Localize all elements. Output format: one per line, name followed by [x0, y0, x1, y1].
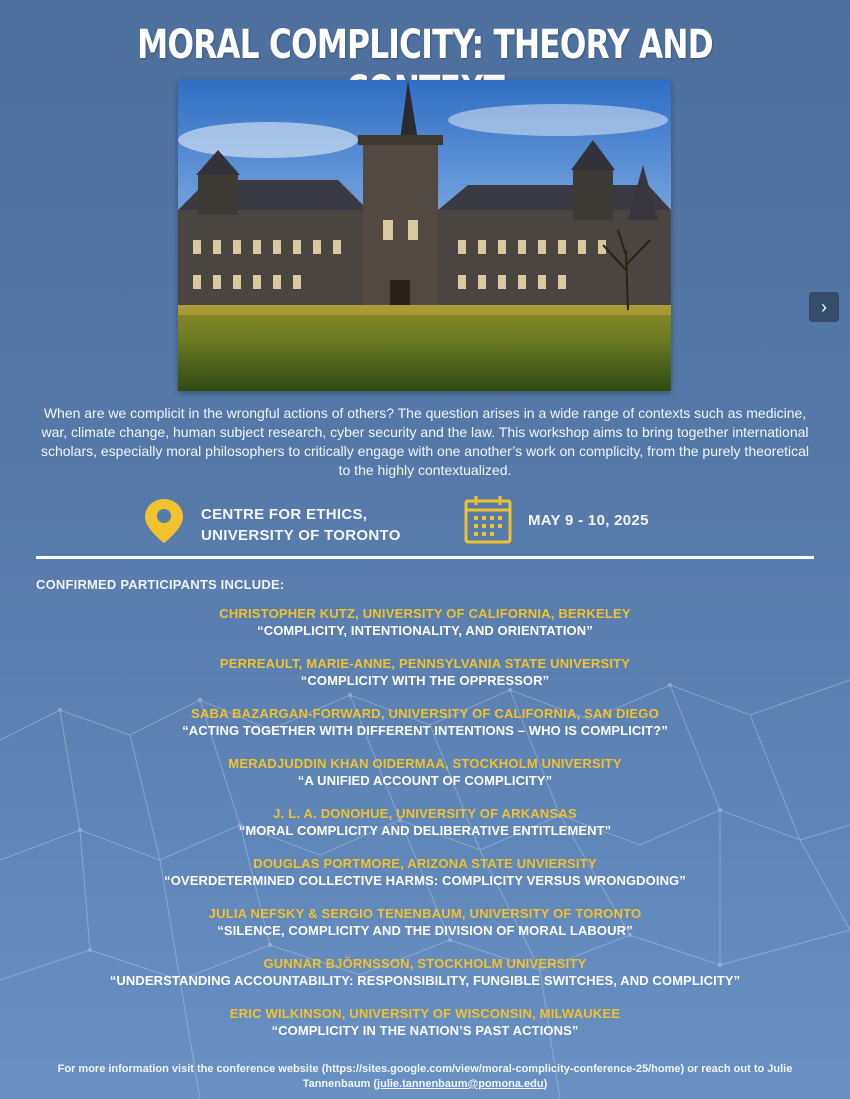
participant-name: JULIA NEFSKY & SERGIO TENENBAUM, UNIVERSITY OF TORONTO [208, 906, 642, 921]
footer-close: ) [543, 1078, 548, 1090]
footer-text: For more information visit the conference website (https://sites.google.com/view/moral-complicity-conference-25/home) or reach out to Julie Tannenbaum ( [57, 1063, 793, 1090]
talk-title: “UNDERSTANDING ACCOUNTABILITY: RESPONSIBILITY, FUNGIBLE SWITCHES, AND COMPLICITY” [109, 973, 741, 988]
participant-item [0, 705, 850, 755]
participants-list [0, 605, 850, 1055]
participant-item [0, 655, 850, 705]
participant-name: GUNNAR BJÖRNSSON, STOCKHOLM UNIVERSITY [263, 956, 587, 971]
talk-title: “OVERDETERMINED COLLECTIVE HARMS: COMPLICITY VERSUS WRONGDOING” [164, 873, 686, 888]
event-location [201, 504, 401, 546]
participant-item [0, 605, 850, 655]
participant-name: ERIC WILKINSON, UNIVERSITY OF WISCONSIN, MILWAUKEE [229, 1006, 621, 1021]
participant-name: J. L. A. DONOHUE, UNIVERSITY OF ARKANSAS [273, 806, 577, 821]
participant-item [0, 805, 850, 855]
divider [36, 556, 814, 559]
university-building-illustration [178, 80, 671, 391]
calendar-icon [464, 494, 512, 544]
participant-item [0, 905, 850, 955]
talk-title: “A UNIFIED ACCOUNT OF COMPLICITY” [297, 773, 553, 788]
talk-title: “MORAL COMPLICITY AND DELIBERATIVE ENTITLEMENT” [238, 823, 612, 838]
participant-item [0, 955, 850, 1005]
intro-paragraph: When are we complicit in the wrongful actions of others? The question arises in a wide range of contexts such as medicine, war, climate change, human subject research, cyber security and the law. This workshop aims to bring together international scholars, especially moral philosophers to critically engage with one another’s work on complicity, from the purely theoretical to the highly contextualized. [40, 405, 810, 478]
event-date: MAY 9 - 10, 2025 [528, 512, 649, 529]
participant-name: CHRISTOPHER KUTZ, UNIVERSITY OF CALIFORNIA, BERKELEY [219, 606, 631, 621]
talk-title: “COMPLICITY IN THE NATION’S PAST ACTIONS” [271, 1023, 579, 1038]
participant-name: SABA BAZARGAN-FORWARD, UNIVERSITY OF CALIFORNIA, SAN DIEGO [191, 706, 659, 721]
talk-title: “ACTING TOGETHER WITH DIFFERENT INTENTIONS – WHO IS COMPLICIT?” [182, 723, 668, 738]
hero-image [178, 80, 827, 391]
carousel-next-button[interactable]: › [809, 292, 839, 322]
location-line-1: CENTRE FOR ETHICS, [201, 506, 368, 523]
participant-name: DOUGLAS PORTMORE, ARIZONA STATE UNVIERSITY [253, 856, 597, 871]
participants-heading: CONFIRMED PARTICIPANTS INCLUDE: [36, 577, 285, 592]
page-title: MORAL COMPLICITY: THEORY AND [137, 22, 713, 68]
footer-info [30, 1062, 820, 1092]
talk-title: “SILENCE, COMPLICITY AND THE DIVISION OF MORAL LABOUR” [217, 923, 633, 938]
location-pin-icon [143, 497, 185, 545]
participant-item [0, 1005, 850, 1055]
participant-item [0, 755, 850, 805]
talk-title: “COMPLICITY WITH THE OPPRESSOR” [300, 673, 550, 688]
contact-email-link[interactable]: julie.tannenbaum@pomona.edu [377, 1078, 544, 1090]
participant-name: PERREAULT, MARIE-ANNE, PENNSYLVANIA STATE UNIVERSITY [219, 656, 631, 671]
talk-title: “COMPLICITY, INTENTIONALITY, AND ORIENTATION” [257, 623, 593, 638]
participant-name: MERADJUDDIN KHAN OIDERMAA, STOCKHOLM UNIVERSITY [228, 756, 622, 771]
location-line-2: UNIVERSITY OF TORONTO [201, 527, 401, 544]
participant-item [0, 855, 850, 905]
